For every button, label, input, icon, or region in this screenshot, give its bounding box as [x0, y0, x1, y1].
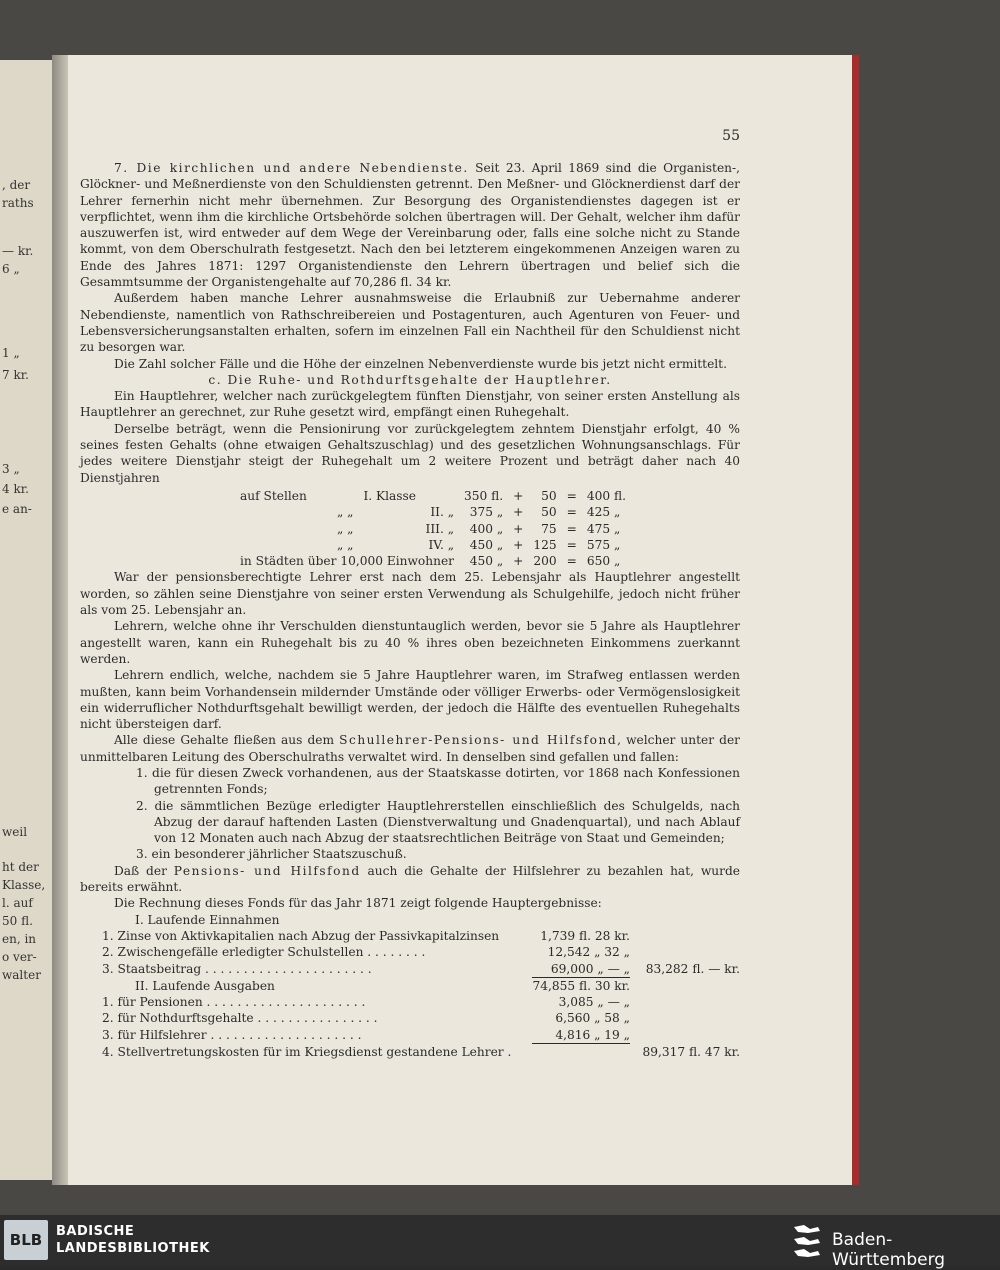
- row-amount: 12,542 „ 32 „: [547, 945, 630, 960]
- state-name[interactable]: Baden-Württemberg: [832, 1230, 946, 1270]
- row-total: 89,317 fl. 47 kr.: [642, 1044, 740, 1059]
- list-item: 1. die für diesen Zweck vorhandenen, aus der Staatskasse dotirten, vor 1868 nach Konfessionen getrennten Fonds;: [136, 765, 740, 797]
- margin-fragment: ht der: [2, 860, 39, 874]
- rate-cell: „ „: [336, 537, 354, 552]
- row-label: 1. Zinse von Aktivkapitalien nach Abzug der Passivkapitalzinsen: [102, 928, 500, 943]
- table-row: [80, 1027, 740, 1044]
- rate-cell: 200: [533, 554, 557, 569]
- margin-fragment: e an-: [2, 502, 32, 516]
- rate-cell: „ „: [336, 505, 354, 520]
- paragraph: [80, 863, 740, 896]
- margin-fragment: walter: [2, 968, 41, 982]
- rate-cell: =: [566, 554, 577, 569]
- table-row: [80, 961, 740, 978]
- row-amount: 1,739 fl. 28 kr.: [540, 928, 630, 943]
- table-row: [80, 944, 740, 960]
- rate-cell: 125: [533, 537, 557, 552]
- margin-fragment: Klasse,: [2, 878, 46, 892]
- table-row: [80, 1010, 740, 1026]
- fund-name: Schullehrer-Pensions- und Hilfsfond: [339, 733, 618, 748]
- rate-cell: „ „: [336, 521, 354, 536]
- rate-cell: =: [566, 537, 577, 552]
- rate-cell: in Städten über 10,000 Einwohner: [240, 554, 455, 569]
- margin-fragment: , der: [2, 178, 31, 192]
- margin-fragment: 50 fl.: [2, 914, 33, 928]
- rate-cell: 350 fl.: [464, 488, 504, 503]
- margin-fragment: o ver-: [2, 950, 37, 964]
- paragraph: Ein Hauptlehrer, welcher nach zurückgelegtem fünften Dienstjahr, von seiner ersten Anstellung als Hauptlehrer an gerechnet, zur Ruhe gesetzt wird, empfängt einen Ruhegehalt.: [80, 389, 740, 420]
- row-amount: [532, 1044, 630, 1060]
- table-row: [80, 994, 740, 1010]
- margin-fragment: — kr.: [2, 244, 34, 258]
- table-row: [80, 1044, 740, 1060]
- library-name[interactable]: [56, 1223, 210, 1257]
- rate-cell: +: [513, 554, 524, 569]
- margin-fragment: weil: [2, 825, 28, 839]
- rate-cell: 425 „: [586, 505, 621, 520]
- row-total: 83,282 fl. — kr.: [645, 961, 740, 976]
- rate-row: [235, 521, 631, 537]
- row-amount: 6,560 „ 58 „: [555, 1011, 630, 1026]
- paragraph: War der pensionsberechtigte Lehrer erst nach dem 25. Lebensjahr als Hauptlehrer angestellt worden, so zählen seine Dienstjahre von seiner ersten Verwendung als Schulgehilfe, jedoch nicht früher als vom 25. Lebensjahr an.: [80, 570, 740, 618]
- rate-cell: II. „: [430, 505, 455, 520]
- rate-cell: IV. „: [428, 537, 455, 552]
- rate-cell: 400 fl.: [586, 488, 626, 503]
- paragraph: Lehrern, welche ohne ihr Verschulden dienstuntauglich werden, bevor sie 5 Jahre als Hauptlehrer angestellt waren, kann ein Ruhegehalt bis zu 40 % ihres oben bezeichneten Einkommens zuerkannt werden.: [80, 619, 740, 666]
- list-item: 2. die sämmtlichen Bezüge erledigter Hauptlehrerstellen einschließlich des Schulgelds, nach Abzug der darauf haftenden Lasten (Dienstverwaltung und Gnadenquartal), und nach Ablauf von 12 Monaten auch nach Abzug der staatsrechtlichen Beiträge von Staat und Gemeinden;: [136, 798, 740, 846]
- row-total: [630, 928, 740, 944]
- row-amount: 74,855 fl. 30 kr.: [532, 978, 630, 993]
- fund-name: Pensions- und Hilfsfond: [173, 863, 361, 878]
- paragraph: Derselbe beträgt, wenn die Pensionirung vor zurückgelegtem zehntem Dienstjahr erfolgt, 40 % seines festen Gehalts (ohne etwaigen Gehaltszuschlag) und des gesetzlichen Wohnungsanschlags. Für jedes weitere Dienstjahr steigt der Ruhegehalt um 2 weitere Prozent und beträgt daher nach 40 Dienstjahren: [80, 421, 740, 485]
- rate-cell: 375 „: [469, 505, 504, 520]
- table-row: [80, 912, 740, 928]
- row-label: 3. Staatsbeitrag . . . . . . . . . . . . . . . . . . . . . .: [102, 961, 372, 976]
- rate-cell: +: [513, 521, 524, 536]
- rate-cell: 400 „: [469, 521, 504, 536]
- row-label: 2. Zwischengefälle erledigter Schulstellen . . . . . . . .: [102, 945, 426, 960]
- fund-accounts-table: [80, 912, 740, 1060]
- margin-fragment: raths: [2, 196, 34, 210]
- rate-row: [235, 488, 631, 504]
- text-run: Alle diese Gehalte fließen aus dem: [114, 733, 340, 748]
- rate-cell: 75: [541, 521, 557, 536]
- row-total: [630, 1010, 740, 1026]
- income-heading: I. Laufende Einnahmen: [135, 912, 280, 927]
- row-label: 4. Stellvertretungskosten für im Kriegsdienst gestandene Lehrer .: [102, 1044, 512, 1059]
- rate-row: [235, 553, 631, 569]
- viewer-footer: [0, 1215, 1000, 1270]
- section-7-text: Seit 23. April 1869 sind die Organisten-, Glöckner- und Meßnerdienste von den Schuldiensten getrennt. Den Meßner- und Glöcknerdienst darf der Lehrer fernerhin nicht mehr übernehmen. Zur Besorgung des Organistendienstes dagegen ist er verpflichtet, wenn ihm die kirchliche Ortsbehörde solchen übertragen will. Der Gehalt, welcher ihm dafür auszuwerfen ist, wird entweder auf dem Wege der Vereinbarung oder, falls eine solche nicht zu Stande kommt, von dem Oberschulrath festgesetzt. Nach den bei letzterem eingekommenen Anzeigen waren zu Ende des Jahres 1871: 1297 Organistendienste den Lehrern übertragen und belief sich die Gesammtsumme der Organistengehalte auf 70,286 fl. 34 kr.: [80, 161, 740, 290]
- paragraph: Lehrern endlich, welche, nachdem sie 5 Jahre Hauptlehrer waren, im Strafweg entlassen werden mußten, kann beim Vorhandensein mildernder Umstände oder völliger Erwerbs- oder Vermögenslosigkeit ein widerruflicher Nothdurftsgehalt bewilligt werden, der jedoch die Hälfte des eventuellen Ruhegehalts nicht übersteigen darf.: [80, 668, 740, 732]
- rate-cell: =: [566, 505, 577, 520]
- paragraph: [80, 732, 740, 765]
- rate-cell: 50: [541, 505, 557, 520]
- rate-cell: +: [513, 537, 524, 552]
- rate-cell: +: [513, 488, 524, 503]
- library-name-line: LANDESBIBLIOTHEK: [56, 1241, 210, 1256]
- paragraph: Die Rechnung dieses Fonds für das Jahr 1871 zeigt folgende Hauptergebnisse:: [114, 896, 602, 911]
- row-total: [630, 944, 740, 960]
- rate-cell: 450 „: [469, 554, 504, 569]
- list-item: 3. ein besonderer jährlicher Staatszuschuß.: [136, 847, 407, 862]
- pension-rates-table: [235, 488, 631, 569]
- margin-fragment: 1 „: [2, 346, 20, 360]
- lions-coat-of-arms-icon: [790, 1221, 824, 1259]
- row-label: 3. für Hilfslehrer . . . . . . . . . . . . . . . . . . . .: [102, 1027, 362, 1042]
- text-run: Daß der: [114, 863, 174, 878]
- paragraph: Außerdem haben manche Lehrer ausnahmsweise die Erlaubniß zur Uebernahme anderer Nebendienste, namentlich von Rathschreibereien und Postagenturen, auch Agenturen von Feuer- und Lebensversicherungsanstalten erhalten, sofern im einzelnen Fall ein Nachtheil für den Schuldienst nicht zu besorgen war.: [80, 291, 740, 355]
- rate-cell: 450 „: [469, 537, 504, 552]
- rate-row: [235, 504, 631, 520]
- rate-cell: =: [566, 488, 577, 503]
- blb-logo[interactable]: BLB: [4, 1220, 48, 1260]
- rate-cell: =: [566, 521, 577, 536]
- rate-cell: I. Klasse: [363, 488, 417, 503]
- section-c-heading: c. Die Ruhe- und Rothdurftsgehalte der Hauptlehrer.: [208, 372, 612, 387]
- rate-cell: III. „: [425, 521, 455, 536]
- rate-cell: 575 „: [586, 537, 621, 552]
- row-amount: 69,000 „ — „: [532, 961, 630, 978]
- section-7-heading: 7. Die kirchlichen und andere Nebendienste.: [114, 161, 469, 175]
- margin-fragment: 3 „: [2, 462, 20, 476]
- fund-sources-list: [80, 765, 740, 863]
- table-row: [80, 977, 740, 994]
- margin-fragment: 7 kr.: [2, 368, 29, 382]
- text-run: , welcher unter der unmittelbaren Leitung des Oberschulraths verwaltet wird. In denselben sind gefallen und fallen:: [80, 733, 740, 764]
- page-content: [80, 128, 740, 1060]
- row-total: [630, 994, 740, 1010]
- margin-fragment: 6 „: [2, 262, 20, 276]
- rate-cell: +: [513, 505, 524, 520]
- section-7-paragraph: [80, 160, 740, 290]
- rate-cell: 475 „: [586, 521, 621, 536]
- margin-fragment: en, in: [2, 932, 37, 946]
- page-number: 55: [722, 128, 740, 144]
- row-total: [630, 1027, 740, 1044]
- row-amount: 3,085 „ — „: [558, 995, 630, 1010]
- page-red-edge: [852, 55, 859, 1185]
- rate-cell: 50: [541, 488, 557, 503]
- row-label: 2. für Nothdurftsgehalte . . . . . . . . . . . . . . . .: [102, 1011, 378, 1026]
- margin-fragment: l. auf: [2, 896, 33, 910]
- text-run: auch die Gehalte der Hilfslehrer zu bezahlen hat, wurde bereits erwähnt.: [80, 863, 740, 895]
- row-label: 1. für Pensionen . . . . . . . . . . . . . . . . . . . . .: [102, 995, 366, 1010]
- expense-heading: II. Laufende Ausgaben: [135, 978, 275, 993]
- book-gutter: [52, 55, 68, 1185]
- library-name-line: BADISCHE: [56, 1224, 135, 1239]
- rate-cell: 650 „: [586, 554, 621, 569]
- margin-fragment: 4 kr.: [2, 482, 29, 496]
- rate-row: [235, 537, 631, 553]
- table-row: [80, 928, 740, 944]
- paragraph: Die Zahl solcher Fälle und die Höhe der einzelnen Nebenverdienste wurde bis jetzt nicht ermittelt.: [114, 356, 727, 371]
- rate-cell: auf Stellen: [240, 488, 307, 503]
- row-amount: 4,816 „ 19 „: [532, 1027, 630, 1044]
